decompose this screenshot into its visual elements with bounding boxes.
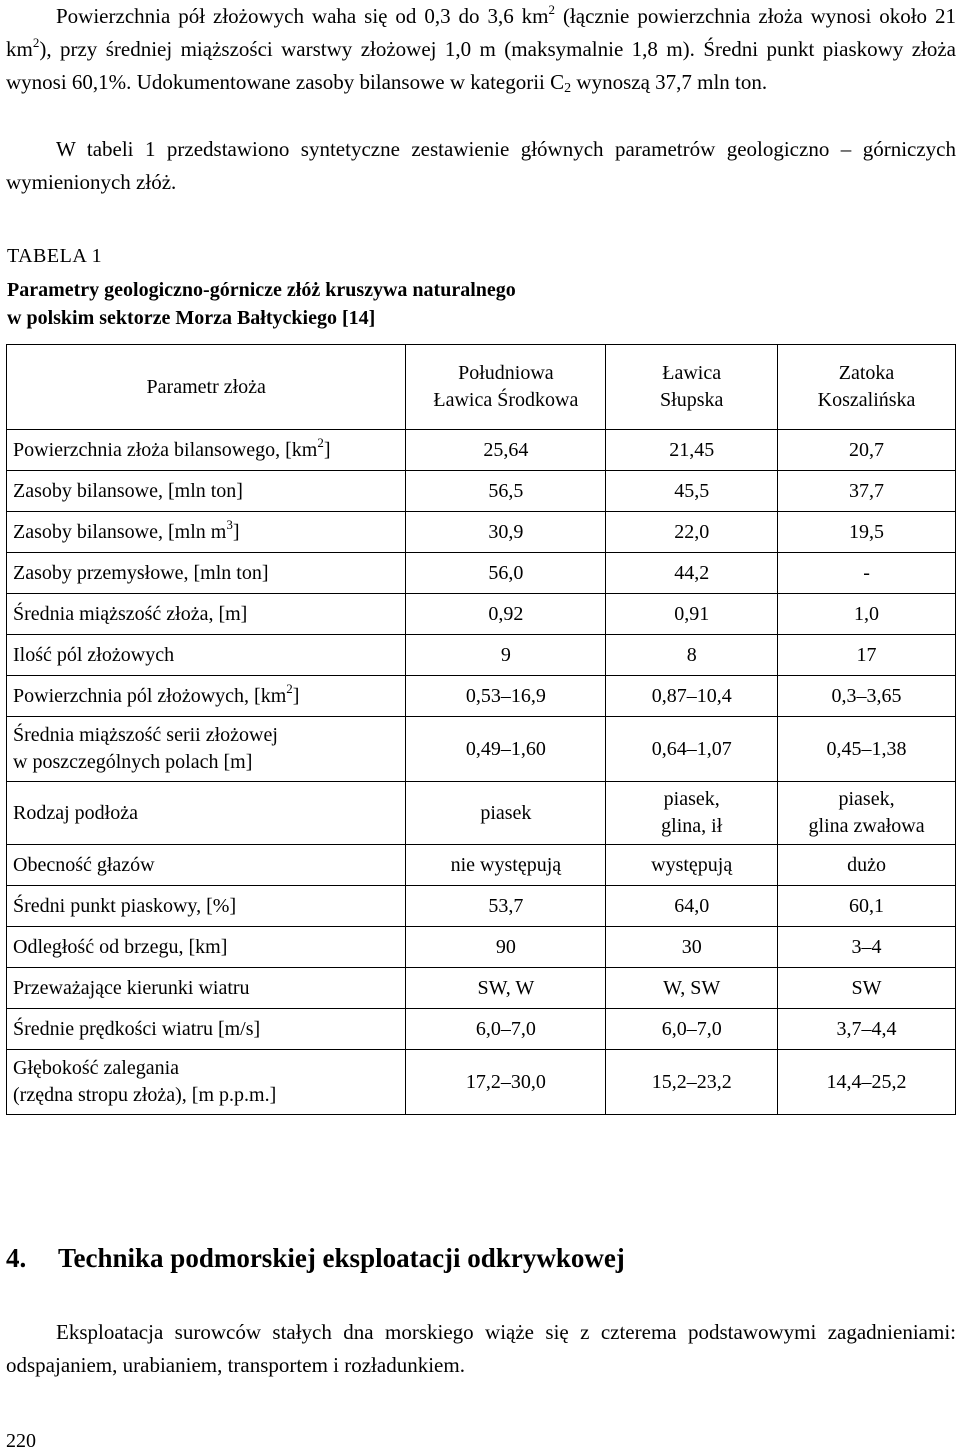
header-zatoka-koszalinska: Zatoka Koszalińska	[778, 345, 956, 430]
value-cell: 14,4–25,2	[778, 1050, 956, 1115]
value-cell: 9	[406, 635, 606, 676]
table-row	[7, 471, 956, 512]
table-title: Parametry geologiczno-górnicze złóż kruszywa naturalnego w polskim sektorze Morza Bałtyckiego [14]	[7, 279, 516, 329]
intro-paragraph-2: W tabeli 1 przedstawiono syntetyczne zestawienie głównych parametrów geologiczno – górniczych wymienionych złóż.	[6, 137, 956, 194]
table-row	[7, 594, 956, 635]
value-cell: 53,7	[406, 886, 606, 927]
value-cell: 56,5	[406, 471, 606, 512]
value-cell: 45,5	[606, 471, 778, 512]
value-cell: 15,2–23,2	[606, 1050, 778, 1115]
param-cell: Średnia miąższość złoża, [m]	[7, 594, 406, 635]
section-title: Technika podmorskiej eksploatacji odkrywkowej	[58, 1243, 625, 1273]
header-lawica-slupska: Ławica Słupska	[606, 345, 778, 430]
table-row	[7, 782, 956, 845]
value-cell: 90	[406, 927, 606, 968]
param-cell: Zasoby bilansowe, [mln ton]	[7, 471, 406, 512]
value-cell: 20,7	[778, 430, 956, 471]
section-number: 4.	[6, 1243, 27, 1273]
value-cell: 0,87–10,4	[606, 676, 778, 717]
value-cell: 37,7	[778, 471, 956, 512]
value-cell: 30,9	[406, 512, 606, 553]
param-cell: Zasoby bilansowe, [mln $m^3$]	[7, 512, 406, 553]
param-cell: Średni punkt piaskowy, [%]	[7, 886, 406, 927]
value-cell: 0,92	[406, 594, 606, 635]
value-cell: 30	[606, 927, 778, 968]
value-cell: 0,3–3,65	[778, 676, 956, 717]
value-cell: 0,53–16,9	[406, 676, 606, 717]
value-cell: -	[778, 553, 956, 594]
value-cell: piasek	[406, 782, 606, 845]
table-row	[7, 717, 956, 782]
intro-paragraph-1: Powierzchnia pół złożowych waha się od 0,3 do 3,6 $km^2$ (łącznie powierzchnia złoża wynosi około 21 $km^2$), przy średniej miąższości warstwy złożowej 1,0 m (maksymalnie 1,8 m). Średni punkt piaskowy złoża wynosi 60,1%. Udokumentowane zasoby bilansowe w kategorii $C_2$ wynoszą 37,7 mln ton.	[6, 2, 956, 96]
value-cell: SW	[778, 968, 956, 1009]
value-cell: 0,64–1,07	[606, 717, 778, 782]
header-poludniowa-lawica-srodkowa: Południowa Ławica Środkowa	[406, 345, 606, 430]
value-cell: W, SW	[606, 968, 778, 1009]
value-cell: nie występują	[406, 845, 606, 886]
value-cell: 64,0	[606, 886, 778, 927]
table-row	[7, 676, 956, 717]
value-cell: SW, W	[406, 968, 606, 1009]
table-row	[7, 553, 956, 594]
value-cell: 44,2	[606, 553, 778, 594]
table-row	[7, 886, 956, 927]
table-header-row	[7, 345, 956, 430]
header-parameter: Parametr złoża	[7, 345, 406, 430]
section-paragraph: Eksploatacja surowców stałych dna morskiego wiąże się z czterema podstawowymi zagadnieniami: odspajaniem, urabianiem, transportem i rozładunkiem.	[6, 1320, 956, 1377]
table-row	[7, 968, 956, 1009]
table-row	[7, 845, 956, 886]
value-cell: 6,0–7,0	[406, 1009, 606, 1050]
table-row	[7, 1050, 956, 1115]
value-cell: 6,0–7,0	[606, 1009, 778, 1050]
value-cell: 3–4	[778, 927, 956, 968]
param-cell: Rodzaj podłoża	[7, 782, 406, 845]
param-cell: Odległość od brzegu, [km]	[7, 927, 406, 968]
value-cell: 17,2–30,0	[406, 1050, 606, 1115]
value-cell: 8	[606, 635, 778, 676]
param-cell: Zasoby przemysłowe, [mln ton]	[7, 553, 406, 594]
value-cell: 1,0	[778, 594, 956, 635]
table-row	[7, 927, 956, 968]
value-cell: 22,0	[606, 512, 778, 553]
section-heading	[6, 1238, 625, 1278]
param-cell: Powierzchnia pól złożowych, $[km^2]$	[7, 676, 406, 717]
value-cell: 3,7–4,4	[778, 1009, 956, 1050]
value-cell: 60,1	[778, 886, 956, 927]
param-cell: Średnia miąższość serii złożowej w poszczególnych polach [m]	[7, 717, 406, 782]
value-cell: 21,45	[606, 430, 778, 471]
param-cell: Powierzchnia złoża bilansowego, $[km^2]$	[7, 430, 406, 471]
param-cell: Obecność głazów	[7, 845, 406, 886]
value-cell: 0,49–1,60	[406, 717, 606, 782]
table-row	[7, 430, 956, 471]
value-cell: 56,0	[406, 553, 606, 594]
value-cell: piasek, glina zwałowa	[778, 782, 956, 845]
table-row	[7, 635, 956, 676]
value-cell: dużo	[778, 845, 956, 886]
parameters-table	[6, 344, 956, 1115]
param-cell: Średnie prędkości wiatru [m/s]	[7, 1009, 406, 1050]
table-label: TABELA 1	[7, 245, 103, 267]
param-cell: Głębokość zalegania (rzędna stropu złoża), [m p.p.m.]	[7, 1050, 406, 1115]
value-cell: 0,91	[606, 594, 778, 635]
param-cell: Przeważające kierunki wiatru	[7, 968, 406, 1009]
table-row	[7, 512, 956, 553]
value-cell: 25,64	[406, 430, 606, 471]
value-cell: występują	[606, 845, 778, 886]
value-cell: 19,5	[778, 512, 956, 553]
value-cell: 17	[778, 635, 956, 676]
param-cell: Ilość pól złożowych	[7, 635, 406, 676]
value-cell: piasek, glina, ił	[606, 782, 778, 845]
table-row	[7, 1009, 956, 1050]
value-cell: 0,45–1,38	[778, 717, 956, 782]
page-number: 220	[6, 1430, 36, 1452]
